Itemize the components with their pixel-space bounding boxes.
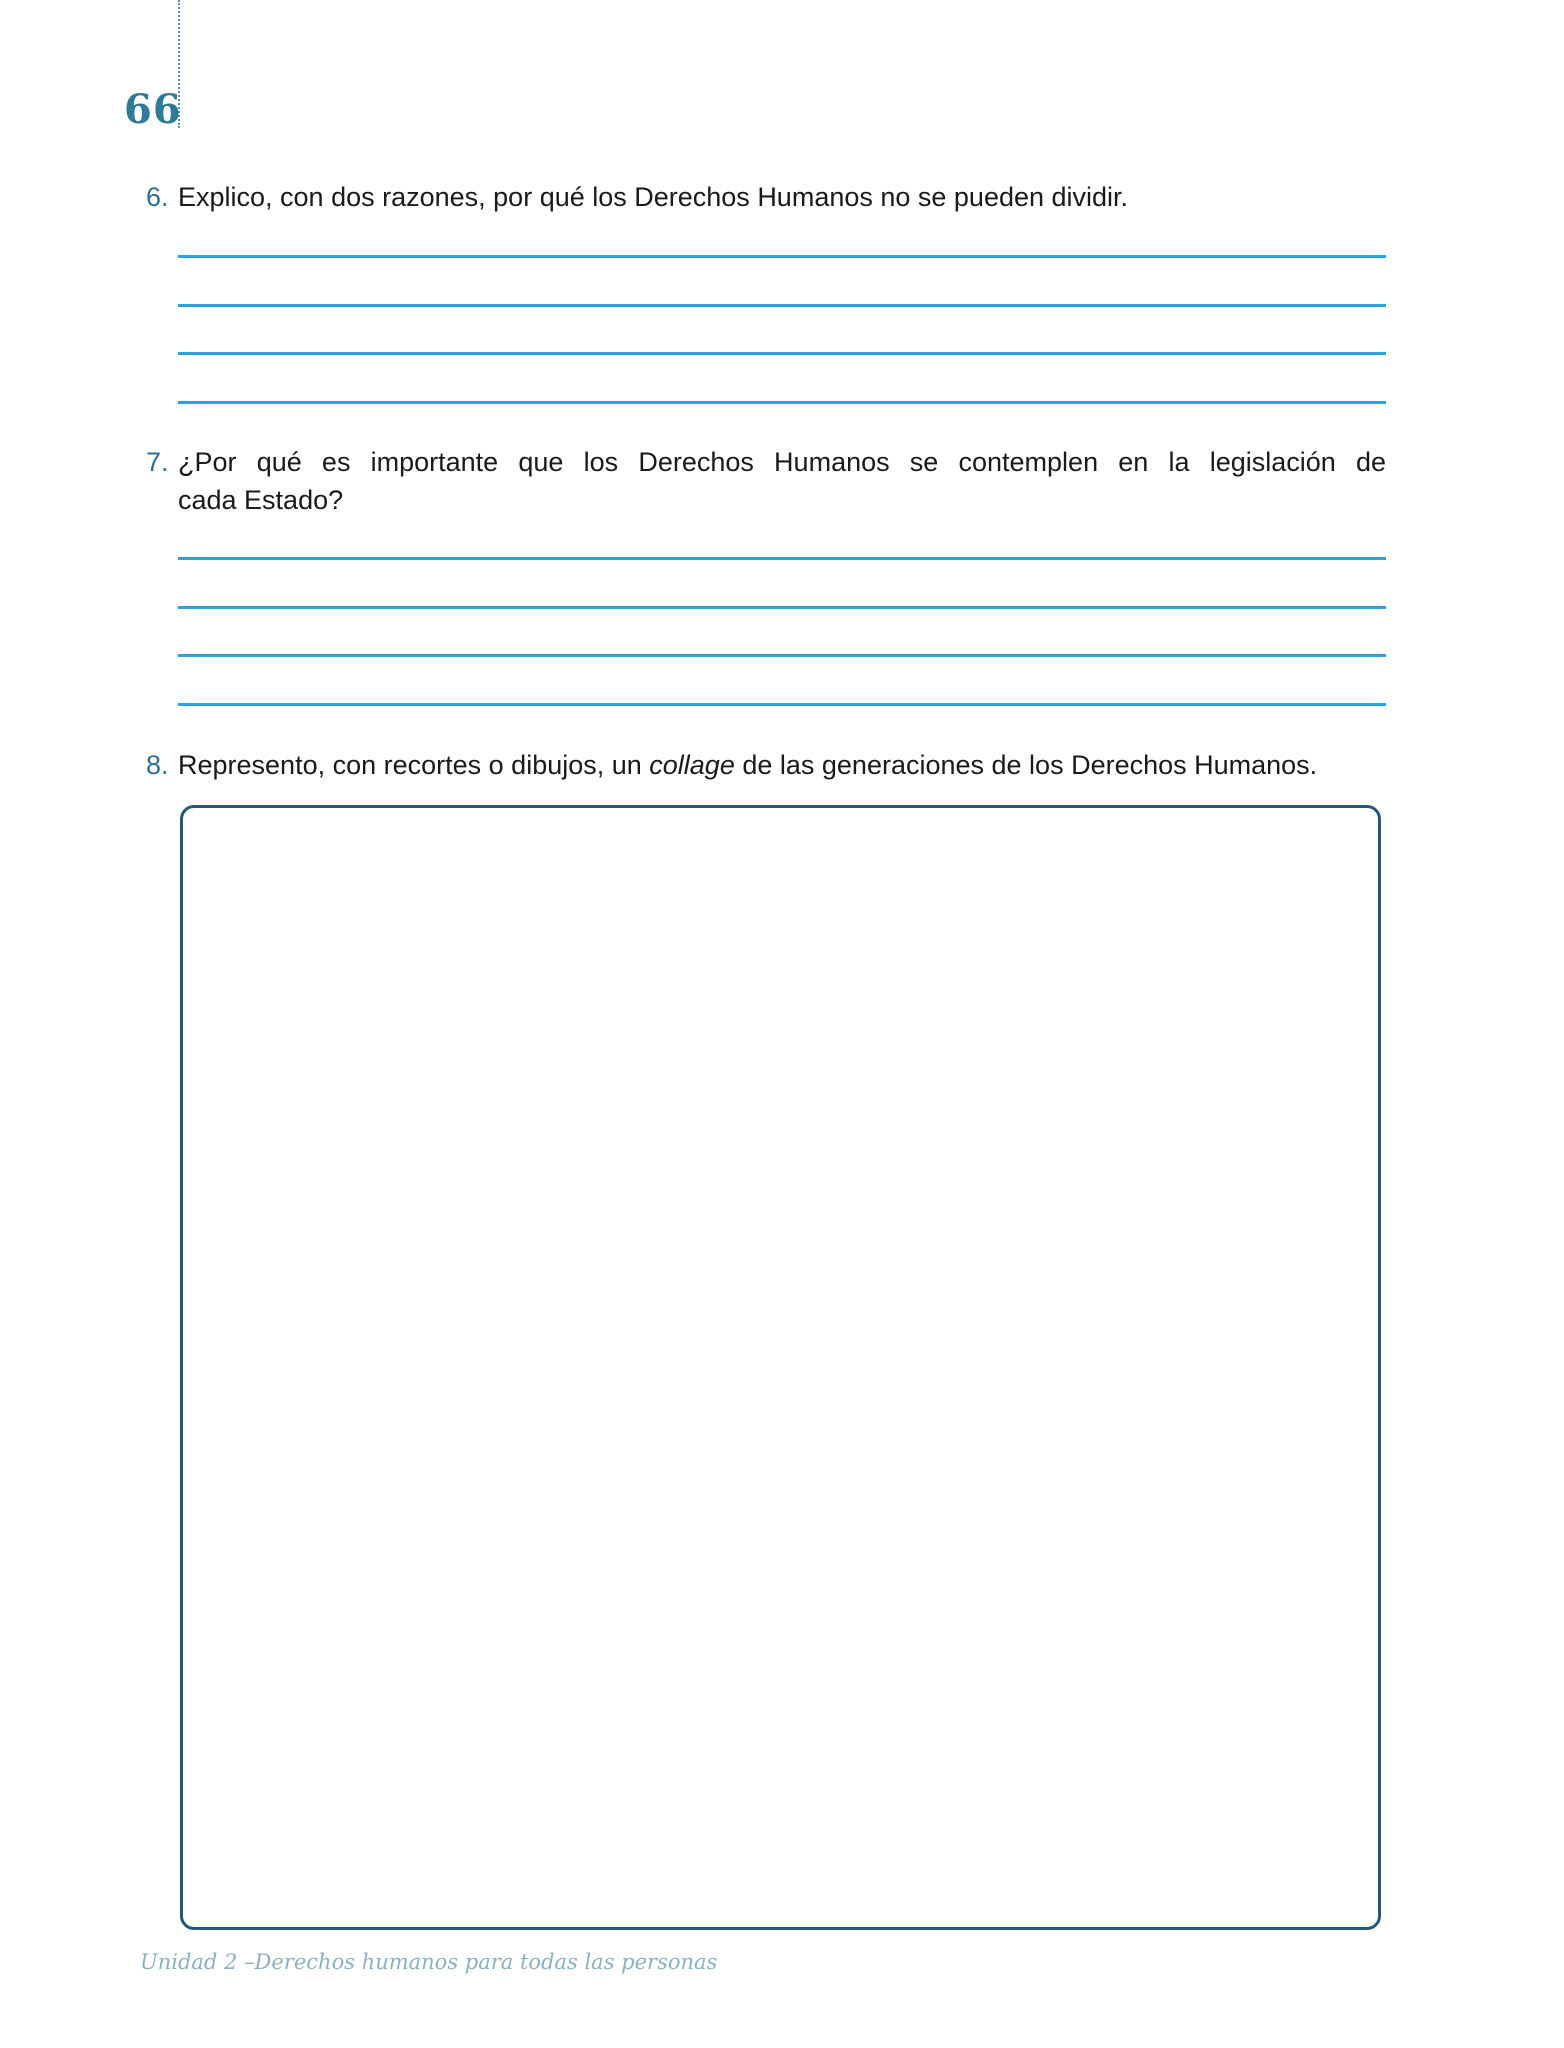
question-number: 6. [146,182,169,212]
answer-line[interactable] [178,703,1386,706]
question-6 [146,178,1386,216]
page-number: 66 [124,86,182,133]
question-text-italic: collage [649,750,735,780]
answer-line[interactable] [178,606,1386,609]
question-text-line: ¿Por qué es importante que los Derechos Humanos se contemplen en la legislación de [178,447,1386,477]
answer-line[interactable] [178,352,1386,355]
collage-drawing-area[interactable] [180,805,1381,1930]
question-text-part: Represento, con recortes o dibujos, un [178,750,650,780]
question-text-part: de las generaciones de los Derechos Humanos. [734,750,1318,780]
page-footer: Unidad 2 –Derechos humanos para todas las personas [140,1950,718,1974]
question-text [178,746,1386,784]
question-text: Explico, con dos razones, por qué los Derechos Humanos no se pueden dividir. [178,182,1129,212]
question-number: 7. [146,447,169,477]
answer-line[interactable] [178,401,1386,404]
question-7 [146,443,1386,519]
answer-line[interactable] [178,557,1386,560]
answer-line[interactable] [178,654,1386,657]
question-number: 8. [146,750,169,780]
question-text-line: cada Estado? [178,485,344,515]
answer-line[interactable] [178,255,1386,258]
question-8 [146,746,1386,784]
answer-line[interactable] [178,304,1386,307]
question-text [178,443,1386,519]
